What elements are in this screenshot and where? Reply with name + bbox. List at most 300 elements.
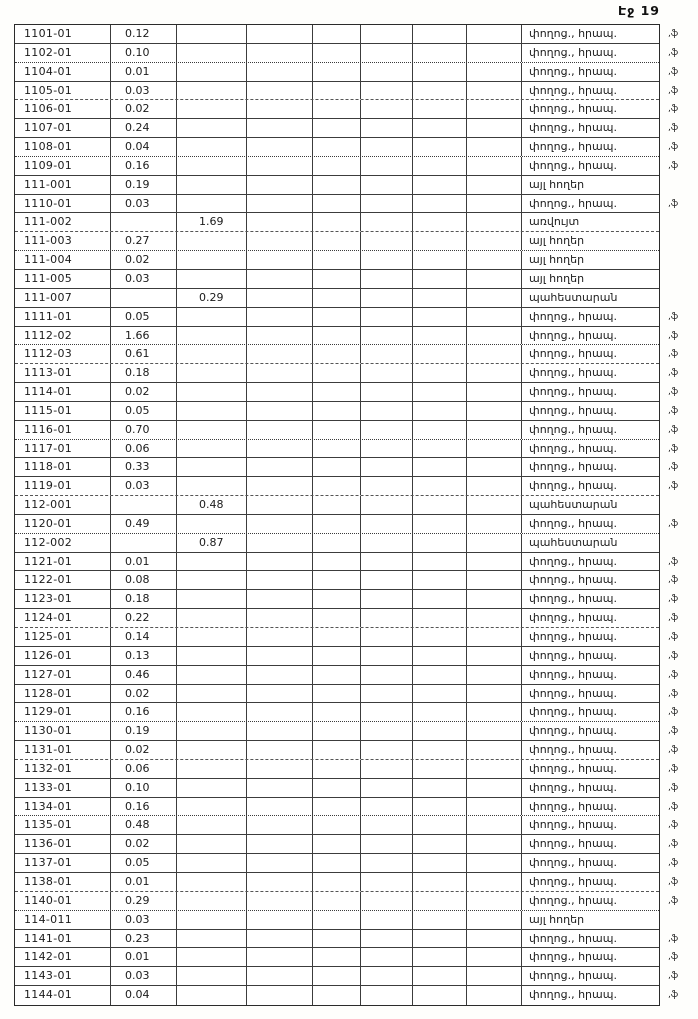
cell-empty — [361, 458, 413, 476]
cell-empty — [361, 195, 413, 213]
cell-empty — [467, 534, 522, 552]
cell-land-use: փողոց., հրապ. — [529, 969, 617, 983]
cell-empty — [313, 892, 361, 910]
cell-empty — [467, 666, 522, 684]
cell-empty — [413, 496, 467, 514]
cell-area-2 — [177, 741, 247, 759]
cell-area-1: 0.61 — [111, 345, 177, 363]
cell-land-use: փողոց., հրապ. — [529, 686, 617, 700]
cell-empty — [313, 873, 361, 891]
cell-parcel-id: 111-002 — [15, 213, 111, 231]
cell-empty — [361, 157, 413, 175]
cell-area-1: 0.01 — [111, 63, 177, 81]
table-row — [15, 25, 679, 44]
cell-parcel-id: 1133-01 — [15, 779, 111, 797]
cell-empty — [467, 138, 522, 156]
cell-area-1: 0.02 — [111, 685, 177, 703]
cell-empty — [413, 364, 467, 382]
cell-empty — [247, 553, 313, 571]
cell-empty — [361, 816, 413, 834]
cell-empty — [413, 251, 467, 269]
margin-annotation-mark: ,ֆ — [668, 556, 679, 567]
cell-empty — [313, 421, 361, 439]
cell-land-use: փողոց., հրապ. — [529, 347, 617, 361]
cell-empty — [313, 666, 361, 684]
cell-empty — [361, 119, 413, 137]
cell-empty — [413, 100, 467, 118]
cell-empty — [413, 571, 467, 589]
cell-empty — [467, 967, 522, 985]
cell-parcel-id: 1121-01 — [15, 553, 111, 571]
table-row — [15, 421, 679, 440]
cell-land-use: փողոց., հրապ. — [529, 64, 617, 78]
cell-empty — [467, 251, 522, 269]
table-row — [15, 911, 659, 930]
cell-area-2 — [177, 703, 247, 721]
cell-area-2 — [177, 458, 247, 476]
cell-empty — [467, 364, 522, 382]
table-row — [15, 270, 659, 289]
cell-empty — [247, 685, 313, 703]
cell-empty — [247, 741, 313, 759]
cell-area-2 — [177, 82, 247, 100]
margin-annotation-mark: ,ֆ — [668, 839, 679, 850]
cell-empty — [467, 477, 522, 495]
cell-area-2: 1.69 — [177, 213, 247, 231]
cell-area-2 — [177, 666, 247, 684]
margin-annotation-mark: ,ֆ — [668, 198, 679, 209]
cell-parcel-id: 1120-01 — [15, 515, 111, 533]
cell-empty — [247, 213, 313, 231]
cell-area-2 — [177, 63, 247, 81]
cell-parcel-id: 1102-01 — [15, 44, 111, 62]
cell-empty — [361, 835, 413, 853]
cell-empty — [467, 722, 522, 740]
cell-area-1: 0.33 — [111, 458, 177, 476]
cell-land-use: փողոց., հրապ. — [529, 950, 617, 964]
cell-empty — [413, 213, 467, 231]
cell-empty — [413, 590, 467, 608]
cell-empty — [467, 289, 522, 307]
cell-empty — [467, 458, 522, 476]
cell-parcel-id: 111-001 — [15, 176, 111, 194]
cell-area-2 — [177, 364, 247, 382]
cell-empty — [247, 402, 313, 420]
cell-area-2 — [177, 685, 247, 703]
cell-empty — [361, 741, 413, 759]
cell-empty — [361, 590, 413, 608]
cell-empty — [413, 119, 467, 137]
cell-empty — [361, 251, 413, 269]
cell-empty — [467, 930, 522, 948]
cell-area-2 — [177, 873, 247, 891]
table-row — [15, 327, 679, 346]
cell-land-use: փողոց., հրապ. — [529, 988, 617, 1002]
cell-area-1 — [111, 534, 177, 552]
cell-area-1: 0.22 — [111, 609, 177, 627]
land-parcel-table — [14, 24, 679, 1006]
cell-empty — [361, 383, 413, 401]
cell-empty — [313, 364, 361, 382]
table-row — [15, 458, 679, 477]
margin-annotation-mark: ,ֆ — [668, 801, 679, 812]
cell-empty — [247, 967, 313, 985]
cell-land-use: փողոց., հրապ. — [529, 705, 617, 719]
margin-annotation-mark: ,ֆ — [668, 160, 679, 171]
cell-land-use: փողոց., հրապ. — [529, 45, 617, 59]
margin-annotation-mark: ,ֆ — [668, 952, 679, 963]
cell-land-use: փողոց., հրապ. — [529, 196, 617, 210]
cell-area-2 — [177, 327, 247, 345]
margin-annotation-mark: ,ֆ — [668, 405, 679, 416]
cell-area-1: 0.16 — [111, 157, 177, 175]
cell-empty — [361, 232, 413, 250]
margin-annotation-mark: ,ֆ — [668, 650, 679, 661]
cell-area-1: 0.46 — [111, 666, 177, 684]
cell-empty — [313, 967, 361, 985]
cell-empty — [313, 553, 361, 571]
cell-parcel-id: 111-005 — [15, 270, 111, 288]
cell-empty — [361, 25, 413, 43]
table-row — [15, 553, 679, 572]
cell-parcel-id: 1110-01 — [15, 195, 111, 213]
cell-empty — [247, 647, 313, 665]
cell-parcel-id: 1124-01 — [15, 609, 111, 627]
table-row — [15, 948, 679, 967]
cell-area-1: 0.08 — [111, 571, 177, 589]
cell-empty — [413, 402, 467, 420]
margin-annotation-mark: ,ֆ — [668, 387, 679, 398]
cell-area-1: 0.03 — [111, 195, 177, 213]
cell-empty — [313, 609, 361, 627]
margin-annotation-mark: ,ֆ — [668, 29, 679, 39]
cell-empty — [313, 213, 361, 231]
cell-empty — [467, 798, 522, 816]
cell-empty — [247, 835, 313, 853]
cell-land-use: փողոց., հրապ. — [529, 573, 617, 587]
cell-area-1: 1.66 — [111, 327, 177, 345]
table-row — [15, 157, 679, 176]
cell-empty — [467, 854, 522, 872]
cell-empty — [413, 157, 467, 175]
margin-annotation-mark: ,ֆ — [668, 895, 679, 906]
table-row — [15, 383, 679, 402]
cell-empty — [361, 967, 413, 985]
cell-empty — [467, 25, 522, 43]
cell-land-use: փողոց., հրապ. — [529, 309, 617, 323]
cell-land-use: փողոց., հրապ. — [529, 893, 617, 907]
cell-empty — [413, 722, 467, 740]
cell-empty — [413, 609, 467, 627]
cell-parcel-id: 1144-01 — [15, 986, 111, 1005]
cell-empty — [247, 44, 313, 62]
cell-empty — [413, 892, 467, 910]
cell-empty — [313, 138, 361, 156]
cell-empty — [413, 854, 467, 872]
cell-empty — [313, 440, 361, 458]
table-row — [15, 760, 679, 779]
cell-empty — [467, 892, 522, 910]
cell-empty — [467, 628, 522, 646]
cell-land-use: փողոց., հրապ. — [529, 761, 617, 775]
cell-empty — [467, 44, 522, 62]
margin-annotation-mark: ,ֆ — [668, 688, 679, 699]
cell-empty — [313, 816, 361, 834]
margin-annotation-mark: ,ֆ — [668, 745, 679, 756]
cell-empty — [467, 195, 522, 213]
cell-empty — [313, 25, 361, 43]
cell-parcel-id: 1104-01 — [15, 63, 111, 81]
cell-area-1: 0.03 — [111, 270, 177, 288]
cell-area-1: 0.49 — [111, 515, 177, 533]
cell-empty — [361, 176, 413, 194]
cell-empty — [413, 647, 467, 665]
cell-empty — [247, 779, 313, 797]
cell-empty — [413, 176, 467, 194]
cell-empty — [361, 213, 413, 231]
cell-area-2 — [177, 854, 247, 872]
cell-empty — [313, 119, 361, 137]
table-row — [15, 685, 679, 704]
cell-area-2 — [177, 232, 247, 250]
cell-area-2 — [177, 816, 247, 834]
cell-parcel-id: 111-004 — [15, 251, 111, 269]
cell-parcel-id: 1142-01 — [15, 948, 111, 966]
cell-area-1: 0.05 — [111, 308, 177, 326]
margin-annotation-mark: ,ֆ — [668, 632, 679, 642]
cell-empty — [467, 496, 522, 514]
cell-empty — [313, 100, 361, 118]
cell-empty — [413, 666, 467, 684]
cell-parcel-id: 1143-01 — [15, 967, 111, 985]
margin-annotation-mark: ,ֆ — [668, 462, 679, 473]
cell-area-1: 0.03 — [111, 911, 177, 929]
cell-empty — [467, 308, 522, 326]
table-body — [15, 25, 679, 1005]
cell-empty — [361, 854, 413, 872]
cell-area-1: 0.03 — [111, 967, 177, 985]
cell-area-2 — [177, 609, 247, 627]
cell-empty — [247, 571, 313, 589]
margin-annotation-mark: ,ֆ — [668, 66, 679, 77]
cell-parcel-id: 1136-01 — [15, 835, 111, 853]
cell-empty — [413, 440, 467, 458]
cell-parcel-id: 1128-01 — [15, 685, 111, 703]
cell-empty — [313, 232, 361, 250]
cell-empty — [313, 383, 361, 401]
table-row — [15, 628, 679, 647]
margin-annotation-mark: ,ֆ — [668, 518, 679, 529]
cell-empty — [313, 82, 361, 100]
cell-empty — [413, 873, 467, 891]
cell-land-use: փողոց., հրապ. — [529, 83, 617, 97]
cell-area-1: 0.23 — [111, 930, 177, 948]
cell-parcel-id: 1106-01 — [15, 100, 111, 118]
cell-area-1: 0.02 — [111, 251, 177, 269]
cell-empty — [361, 685, 413, 703]
cell-empty — [413, 289, 467, 307]
cell-empty — [247, 534, 313, 552]
cell-empty — [313, 496, 361, 514]
table-row — [15, 892, 679, 911]
cell-empty — [247, 364, 313, 382]
cell-empty — [413, 345, 467, 363]
cell-empty — [361, 986, 413, 1005]
cell-area-2 — [177, 157, 247, 175]
cell-empty — [413, 628, 467, 646]
cell-area-2 — [177, 251, 247, 269]
cell-area-1: 0.01 — [111, 553, 177, 571]
cell-empty — [467, 345, 522, 363]
cell-land-use: փողոց., հրապ. — [529, 366, 617, 380]
cell-empty — [361, 477, 413, 495]
cell-area-1: 0.06 — [111, 760, 177, 778]
cell-empty — [413, 383, 467, 401]
cell-empty — [313, 515, 361, 533]
cell-area-2 — [177, 571, 247, 589]
cell-area-1: 0.19 — [111, 176, 177, 194]
cell-area-1: 0.12 — [111, 25, 177, 43]
cell-empty — [361, 609, 413, 627]
cell-empty — [313, 458, 361, 476]
cell-empty — [313, 251, 361, 269]
table-row — [15, 835, 679, 854]
cell-land-use: փողոց., հրապ. — [529, 592, 617, 606]
cell-land-use: փողոց., հրապ. — [529, 837, 617, 851]
cell-area-2: 0.29 — [177, 289, 247, 307]
margin-annotation-mark: ,ֆ — [668, 330, 679, 341]
table-row — [15, 967, 679, 986]
cell-empty — [413, 911, 467, 929]
cell-empty — [467, 270, 522, 288]
cell-empty — [467, 553, 522, 571]
cell-land-use: փողոց., հրապ. — [529, 441, 617, 455]
cell-land-use: պահեստարան — [529, 290, 618, 304]
cell-empty — [247, 892, 313, 910]
cell-empty — [467, 571, 522, 589]
cell-empty — [247, 270, 313, 288]
cell-empty — [361, 515, 413, 533]
cell-parcel-id: 1112-02 — [15, 327, 111, 345]
cell-empty — [313, 779, 361, 797]
cell-parcel-id: 111-007 — [15, 289, 111, 307]
cell-empty — [413, 741, 467, 759]
cell-land-use: այլ հողեր — [529, 234, 585, 248]
cell-area-2 — [177, 986, 247, 1005]
cell-area-2 — [177, 270, 247, 288]
table-row — [15, 63, 679, 82]
cell-land-use: այլ հողեր — [529, 912, 585, 926]
cell-empty — [247, 986, 313, 1005]
cell-empty — [313, 308, 361, 326]
cell-empty — [361, 63, 413, 81]
cell-area-1: 0.10 — [111, 779, 177, 797]
cell-land-use: փողոց., հրապ. — [529, 158, 617, 172]
table-row — [15, 119, 679, 138]
cell-land-use: փողոց., հրապ. — [529, 743, 617, 757]
table-row — [15, 251, 659, 270]
margin-annotation-mark: ,ֆ — [668, 311, 679, 322]
cell-parcel-id: 1112-03 — [15, 345, 111, 363]
cell-land-use: փողոց., հրապ. — [529, 931, 617, 945]
cell-parcel-id: 1105-01 — [15, 82, 111, 100]
cell-empty — [467, 440, 522, 458]
table-row — [15, 402, 679, 421]
cell-empty — [247, 195, 313, 213]
cell-empty — [361, 44, 413, 62]
table-row — [15, 703, 679, 722]
cell-empty — [467, 948, 522, 966]
cell-empty — [361, 100, 413, 118]
table-row — [15, 364, 679, 383]
cell-area-1: 0.14 — [111, 628, 177, 646]
table-row — [15, 440, 679, 459]
table-row — [15, 854, 679, 873]
cell-empty — [413, 515, 467, 533]
cell-empty — [467, 63, 522, 81]
cell-empty — [247, 458, 313, 476]
cell-land-use: փողոց., հրապ. — [529, 102, 617, 116]
cell-parcel-id: 1126-01 — [15, 647, 111, 665]
cell-empty — [313, 760, 361, 778]
cell-empty — [247, 703, 313, 721]
cell-empty — [361, 345, 413, 363]
cell-parcel-id: 111-003 — [15, 232, 111, 250]
cell-empty — [313, 798, 361, 816]
cell-area-2 — [177, 590, 247, 608]
cell-area-1 — [111, 213, 177, 231]
cell-empty — [467, 515, 522, 533]
cell-area-1: 0.13 — [111, 647, 177, 665]
margin-annotation-mark: ,ֆ — [668, 726, 679, 737]
cell-area-2 — [177, 440, 247, 458]
cell-parcel-id: 1116-01 — [15, 421, 111, 439]
cell-empty — [467, 100, 522, 118]
cell-area-2 — [177, 345, 247, 363]
cell-empty — [467, 835, 522, 853]
cell-land-use: փողոց., հրապ. — [529, 516, 617, 530]
cell-empty — [361, 289, 413, 307]
cell-land-use: պահեստարան — [529, 535, 618, 549]
cell-empty — [413, 930, 467, 948]
cell-empty — [361, 327, 413, 345]
cell-area-1: 0.24 — [111, 119, 177, 137]
cell-empty — [361, 760, 413, 778]
cell-empty — [413, 534, 467, 552]
cell-empty — [361, 308, 413, 326]
cell-area-1: 0.05 — [111, 854, 177, 872]
cell-empty — [361, 779, 413, 797]
cell-empty — [313, 195, 361, 213]
page-number-label: Էջ 19 — [617, 3, 660, 18]
cell-empty — [247, 176, 313, 194]
cell-area-2 — [177, 647, 247, 665]
cell-empty — [467, 383, 522, 401]
cell-area-2 — [177, 835, 247, 853]
cell-area-2 — [177, 195, 247, 213]
cell-area-1 — [111, 496, 177, 514]
cell-empty — [467, 986, 522, 1005]
table-row — [15, 289, 659, 308]
cell-land-use: փողոց., հրապ. — [529, 479, 617, 493]
cell-land-use: փողոց., հրապ. — [529, 818, 617, 832]
margin-annotation-mark: ,ֆ — [668, 876, 679, 887]
table-row — [15, 930, 679, 949]
cell-empty — [247, 440, 313, 458]
cell-area-1: 0.27 — [111, 232, 177, 250]
cell-empty — [313, 854, 361, 872]
margin-annotation-mark: ,ֆ — [668, 575, 679, 586]
